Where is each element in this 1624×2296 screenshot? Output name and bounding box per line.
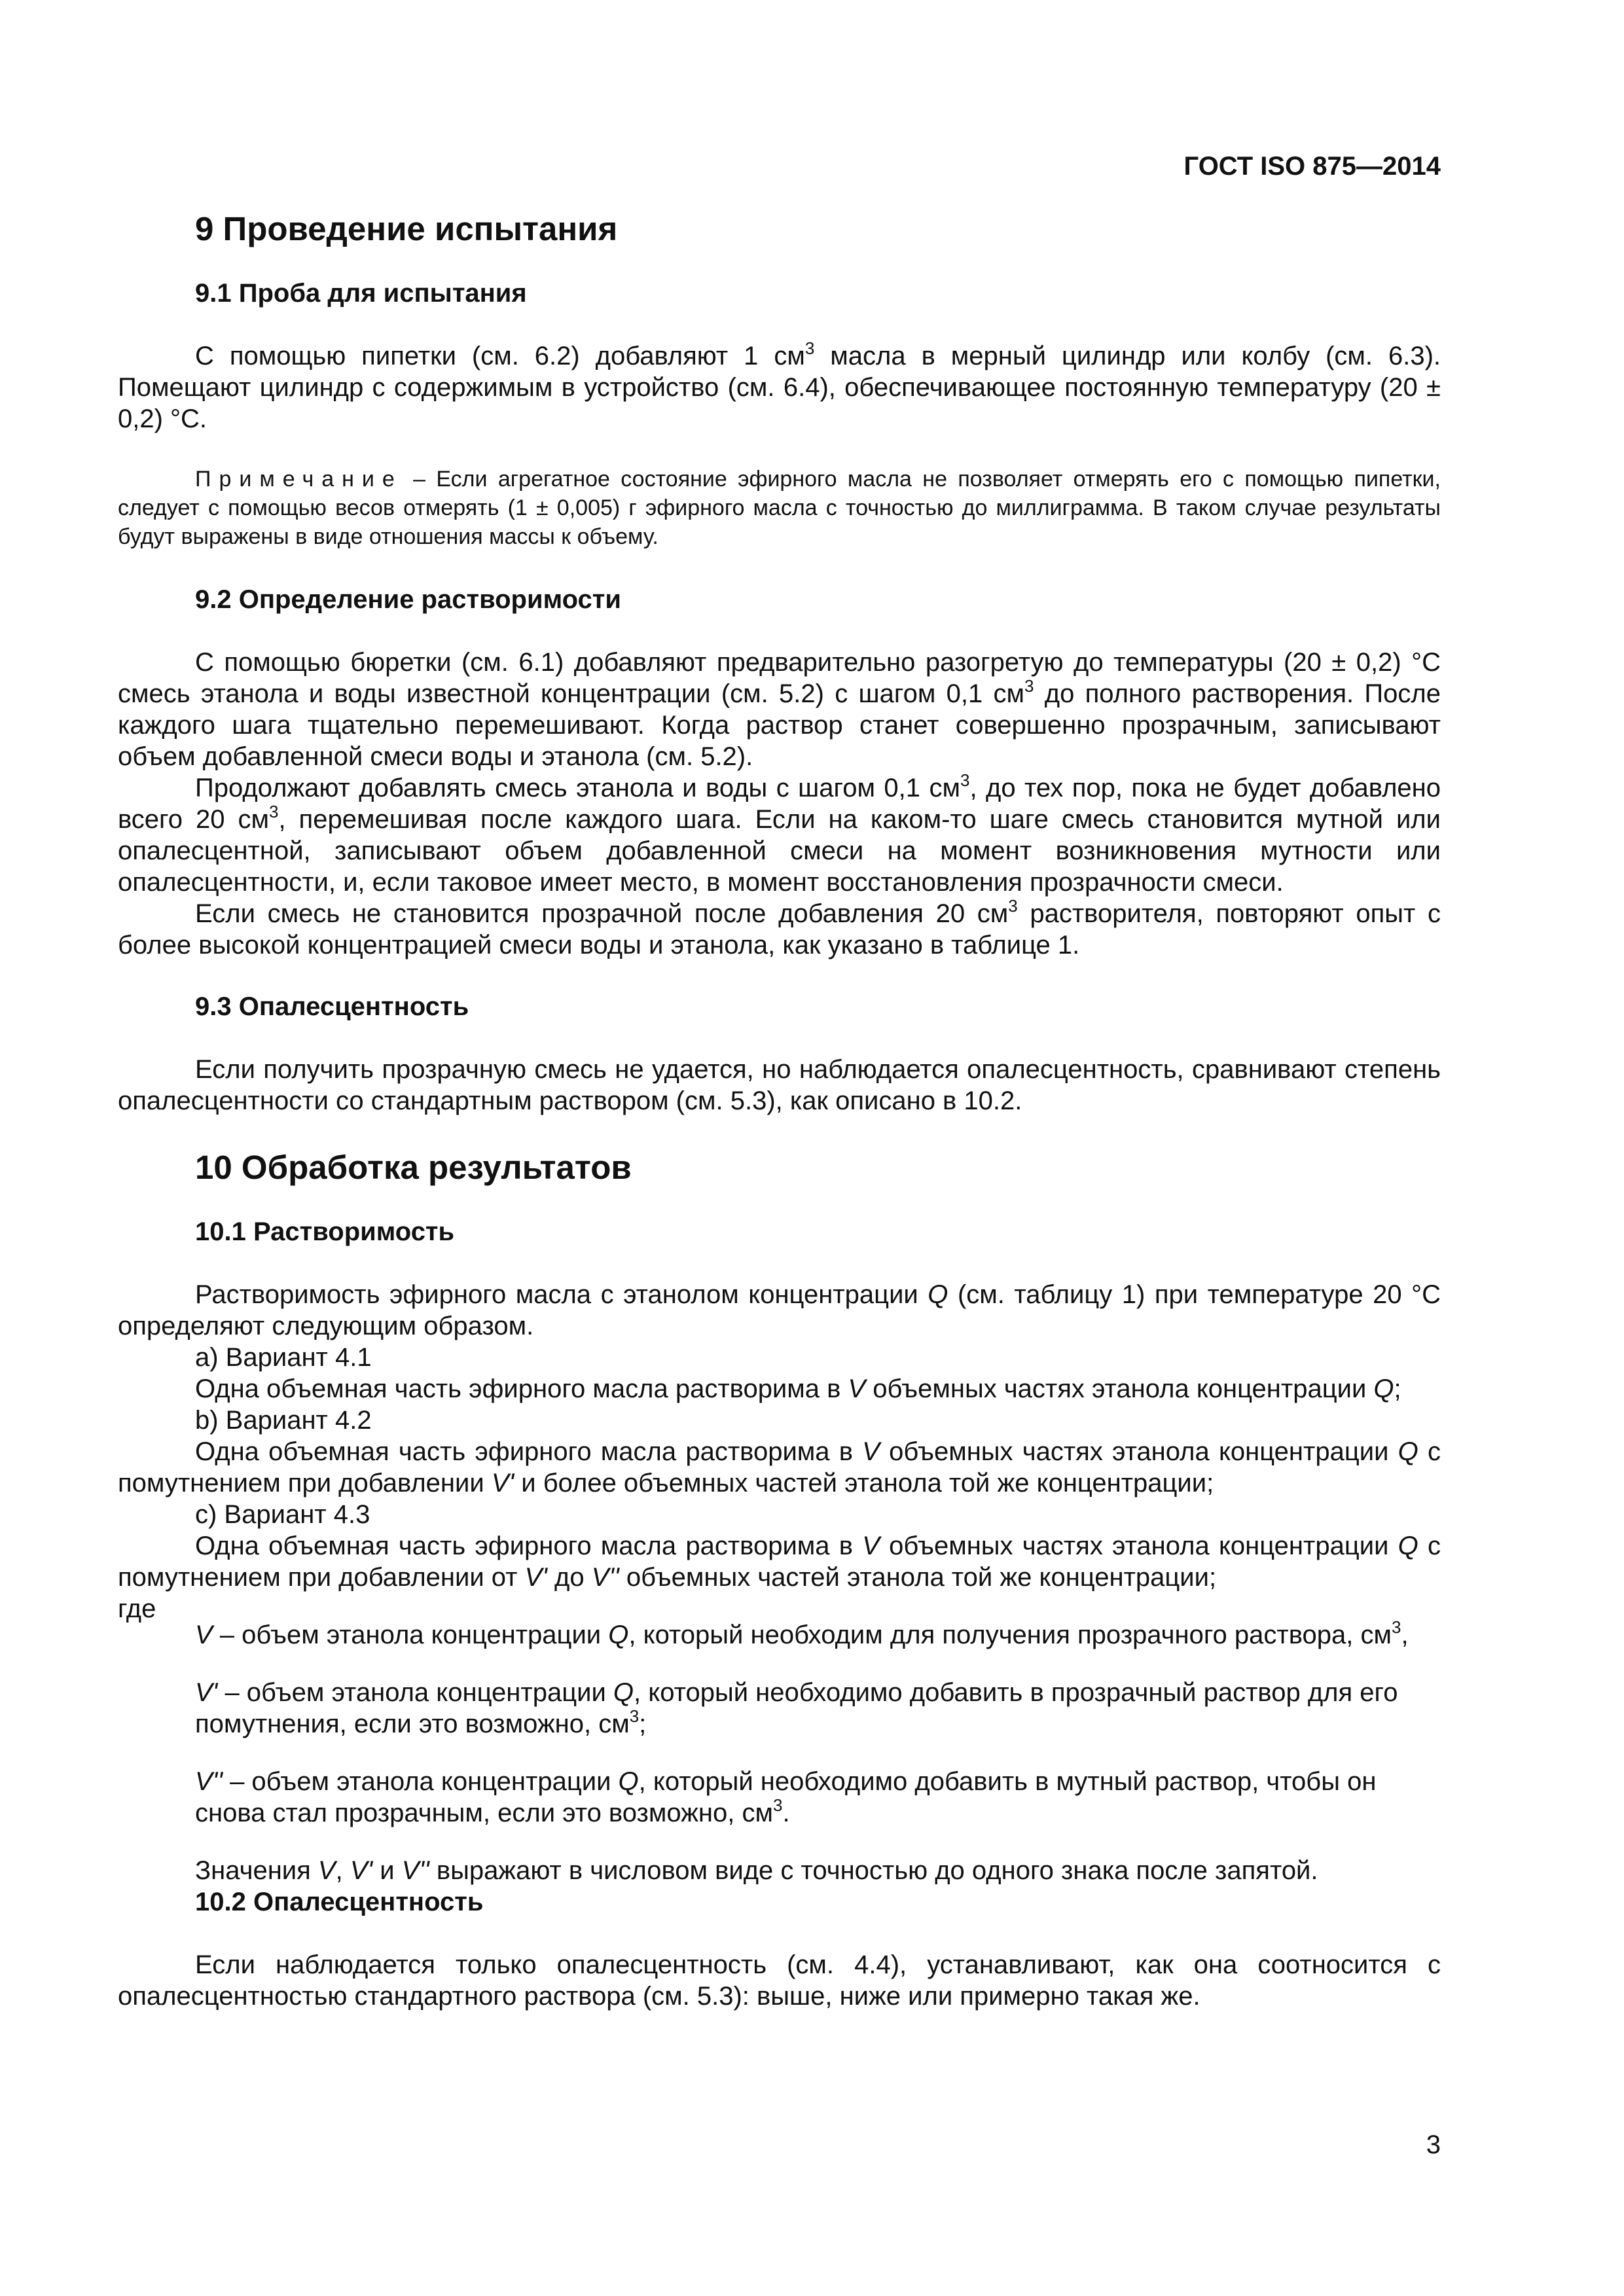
note-label: Примечание — [195, 467, 403, 492]
subsection-9-2-heading: 9.2 Определение растворимости — [195, 585, 621, 614]
page-number: 3 — [1426, 2130, 1441, 2159]
section-9-heading: 9 Проведение испытания — [195, 210, 618, 247]
where-word: где — [118, 1594, 156, 1623]
subsection-9-1-heading: 9.1 Проба для испытания — [195, 279, 527, 308]
paragraph-9-1: С помощью пипетки (см. 6.2) добавляют 1 $см^3$ масла в мерный цилиндр или колбу (см. 6.3). Помещают цилиндр с содержимым в устройство (см. 6.4), обеспечивающее постоянную температуру (20 ± 0,2) °С. — [118, 338, 1441, 433]
document-body — [118, 208, 1441, 2012]
variant-b-text: Одна объемная часть эфирного масла растворима в V объемных частях этанола концентрации Q с помутнением при добавлении V' и более объемных частей этанола той же концентрации; — [118, 1437, 1441, 1498]
definition-v: V – объем этанола концентрации Q, который необходим для получения прозрачного раствора, $см^3$, — [195, 1617, 1409, 1649]
subsection-10-2-heading: 10.2 Опалесцентность — [195, 1888, 484, 1916]
values-precision-line: Значения V, V' и V'' выражают в числовом виде с точностью до одного знака после запятой. — [195, 1856, 1318, 1885]
note-text: – Если агрегатное состояние эфирного масла не позволяет отмерять его с помощью пипетки, следует с помощью весов отмерять (1 ± 0,005) г эфирного масла с точностью до миллиграмма. В таком случае результаты будут выражены в виде отношения массы к объему. — [118, 467, 1441, 549]
paragraph-9-2-1: С помощью бюретки (см. 6.1) добавляют предварительно разогретую до температуры (20 ± 0,2) °С смесь этанола и воды известной концентрации (см. 5.2) с шагом 0,1 $см^3$ до полного растворения. После каждого шага тщательно перемешивают. Когда раствор станет совершенно прозрачным, записывают объем добавленной смеси воды и этанола (см. 5.2). — [118, 648, 1441, 771]
note-9-1 — [118, 465, 1441, 551]
section-10-heading: 10 Обработка результатов — [195, 1149, 632, 1186]
variant-b-label: b) Вариант 4.2 — [195, 1406, 372, 1435]
definition-v-prime: V' – объем этанола концентрации Q, который необходимо добавить в прозрачный раствор для его помутнения, если это возможно, $см^3$; — [195, 1678, 1398, 1738]
paragraph-9-2-3: Если смесь не становится прозрачной после добавления 20 $см^3$ растворителя, повторяют опыт с более высокой концентрацией смеси воды и этанола, как указано в таблице 1. — [118, 896, 1441, 960]
paragraph-10-1: Растворимость эфирного масла с этанолом концентрации Q (см. таблицу 1) при температуре 20 °С определяют следующим образом. — [118, 1280, 1441, 1340]
subsection-10-1-heading: 10.1 Растворимость — [195, 1217, 455, 1246]
document-code: ГОСТ ISO 875—2014 — [1183, 152, 1441, 181]
paragraph-9-2-2: Продолжают добавлять смесь этанола и воды с шагом 0,1 $см^3$, до тех пор, пока не будет добавлено всего 20 $см^3$, перемешивая после каждого шага. Если на каком-то шаге смесь становится мутной или опалесцентной, записывают объем добавленной смеси на момент возникновения мутности или опалесцентности, и, если таковое имеет место, в момент восстановления прозрачности смеси. — [118, 770, 1441, 897]
paragraph-10-2: Если наблюдается только опалесцентность (см. 4.4), устанавливают, как она соотносится с опалесцентностью стандартного раствора (см. 5.3): выше, ниже или примерно такая же. — [118, 1950, 1441, 2011]
definition-v-double-prime: V'' – объем этанола концентрации Q, который необходимо добавить в мутный раствор, чтобы он снова стал прозрачным, если это возможно, $см^3$. — [195, 1767, 1377, 1827]
variant-a-text: Одна объемная часть эфирного масла растворима в V объемных частях этанола концентрации Q; — [195, 1374, 1401, 1403]
variant-c-text: Одна объемная часть эфирного масла растворима в V объемных частях этанола концентрации Q с помутнением при добавлении от V' до V'' объемных частей этанола той же концентрации; — [118, 1532, 1441, 1592]
subsection-9-3-heading: 9.3 Опалесцентность — [195, 992, 469, 1021]
paragraph-9-3: Если получить прозрачную смесь не удается, но наблюдается опалесцентность, сравнивают степень опалесцентности со стандартным раствором (см. 5.3), как описано в 10.2. — [118, 1055, 1441, 1115]
variant-c-label: c) Вариант 4.3 — [195, 1500, 370, 1529]
definitions-block — [118, 1593, 1441, 1855]
variant-a-label: a) Вариант 4.1 — [195, 1343, 372, 1372]
